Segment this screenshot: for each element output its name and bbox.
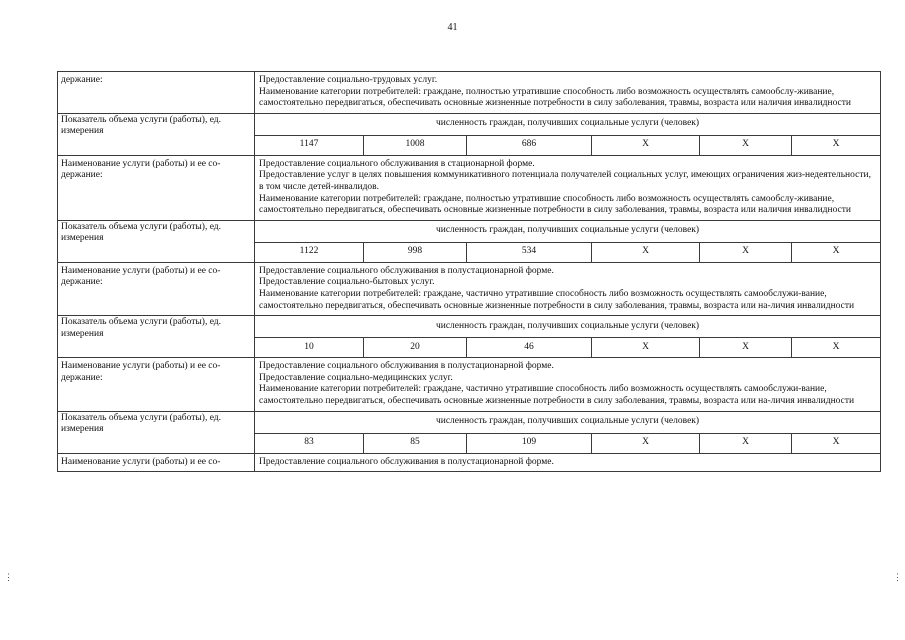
service-description-line: Наименование категории потребителей: граждане, частично утратившие способность либо возможность осуществлять самообслужи-вание, самостоятельно передвигаться, обеспечивать основные жизненные потребности в силу заболевания, травмы, возраста или на-личия инвалидности	[259, 384, 855, 406]
volume-value: 46	[467, 338, 592, 358]
service-name-label: держание:	[58, 72, 255, 114]
volume-value: Х	[592, 433, 700, 453]
service-description	[255, 358, 881, 411]
volume-indicator-label: Показатель объема услуги (работы), ед. измерения	[58, 411, 255, 453]
volume-value: Х	[592, 338, 700, 358]
service-description-line: Предоставление социально-медицинских услуг.	[259, 372, 453, 383]
volume-value: 686	[467, 135, 592, 155]
volume-value: 109	[467, 433, 592, 453]
service-name-label: Наименование услуги (работы) и ее со-держание:	[58, 155, 255, 220]
service-description-line: Наименование категории потребителей: граждане, полностью утратившие способность либо возможность осуществлять самообслу-живание, самостоятельно передвигаться, обеспечивать основные жизненные потребности в силу заболевания, травмы, возраста или наличия инвалидности	[259, 86, 852, 109]
unit-of-measure: численность граждан, получивших социальные услуги (человек)	[255, 316, 881, 338]
service-volume-table-container	[57, 71, 880, 472]
volume-indicator-row	[58, 411, 881, 433]
volume-value: 1147	[255, 135, 364, 155]
volume-value: Х	[792, 433, 881, 453]
service-name-label: Наименование услуги (работы) и ее со-держание:	[58, 358, 255, 411]
table-body	[58, 72, 881, 472]
service-volume-table	[57, 71, 881, 472]
right-margin-mark: ⋮	[893, 572, 902, 582]
volume-indicator-label: Показатель объема услуги (работы), ед. измерения	[58, 113, 255, 155]
volume-indicator-label: Показатель объема услуги (работы), ед. измерения	[58, 220, 255, 262]
service-description-line: Предоставление социального обслуживания в полустационарной форме.	[259, 456, 554, 467]
volume-value: Х	[700, 338, 792, 358]
volume-value: 534	[467, 242, 592, 262]
volume-value: 20	[364, 338, 467, 358]
service-description	[255, 72, 881, 114]
volume-value: 1122	[255, 242, 364, 262]
volume-value: Х	[592, 135, 700, 155]
service-description-line: Предоставление социально-трудовых услуг.	[259, 75, 438, 85]
service-description-line: Наименование категории потребителей: граждане, полностью утратившие способность либо возможность осуществлять самообслу-живание, самостоятельно передвигаться, обеспечивать основные жизненные потребности в силу заболевания, травмы, возраста или наличия инвалидности	[259, 193, 852, 216]
unit-of-measure: численность граждан, получивших социальные услуги (человек)	[255, 220, 881, 242]
page-number: 41	[447, 22, 458, 33]
volume-indicator-row	[58, 220, 881, 242]
volume-value: Х	[792, 135, 881, 155]
volume-value: Х	[700, 433, 792, 453]
service-name-label: Наименование услуги (работы) и ее со-	[58, 453, 255, 472]
volume-value: 83	[255, 433, 364, 453]
unit-of-measure: численность граждан, получивших социальные услуги (человек)	[255, 411, 881, 433]
left-margin-mark: ⋮	[4, 572, 13, 582]
service-description-row	[58, 155, 881, 220]
volume-value: 998	[364, 242, 467, 262]
service-description-row	[58, 453, 881, 472]
volume-value: Х	[700, 242, 792, 262]
service-description-line: Предоставление социально-бытовых услуг.	[259, 277, 435, 288]
volume-value: 1008	[364, 135, 467, 155]
service-description	[255, 453, 881, 472]
unit-of-measure: численность граждан, получивших социальные услуги (человек)	[255, 113, 881, 135]
volume-indicator-label: Показатель объема услуги (работы), ед. измерения	[58, 316, 255, 358]
service-description-line: Наименование категории потребителей: граждане, частично утратившие способность либо возможность осуществлять самообслужи-вание, самостоятельно передвигаться, обеспечивать основные жизненные потребности в силу заболевания, травмы, возраста или на-личия инвалидности	[259, 288, 855, 311]
volume-value: Х	[792, 242, 881, 262]
service-description-row	[58, 262, 881, 315]
volume-value: Х	[592, 242, 700, 262]
service-description-line: Предоставление социального обслуживания в полустационарной форме.	[259, 361, 554, 372]
service-description-line: Предоставление социального обслуживания в стационарной форме.	[259, 158, 535, 169]
volume-indicator-row	[58, 316, 881, 338]
volume-value: 85	[364, 433, 467, 453]
volume-value: Х	[700, 135, 792, 155]
service-name-label: Наименование услуги (работы) и ее со-держание:	[58, 262, 255, 315]
service-description-line: Предоставление услуг в целях повышения коммуникативного потенциала получателей социальных услуг, имеющих ограничения жиз-недеятельности, в том числе детей-инвалидов.	[259, 170, 871, 192]
service-description	[255, 262, 881, 315]
service-description-row	[58, 72, 881, 114]
volume-value: Х	[792, 338, 881, 358]
service-description-line: Предоставление социального обслуживания в полустационарной форме.	[259, 265, 554, 276]
service-description	[255, 155, 881, 220]
volume-indicator-row	[58, 113, 881, 135]
volume-value: 10	[255, 338, 364, 358]
service-description-row	[58, 358, 881, 411]
